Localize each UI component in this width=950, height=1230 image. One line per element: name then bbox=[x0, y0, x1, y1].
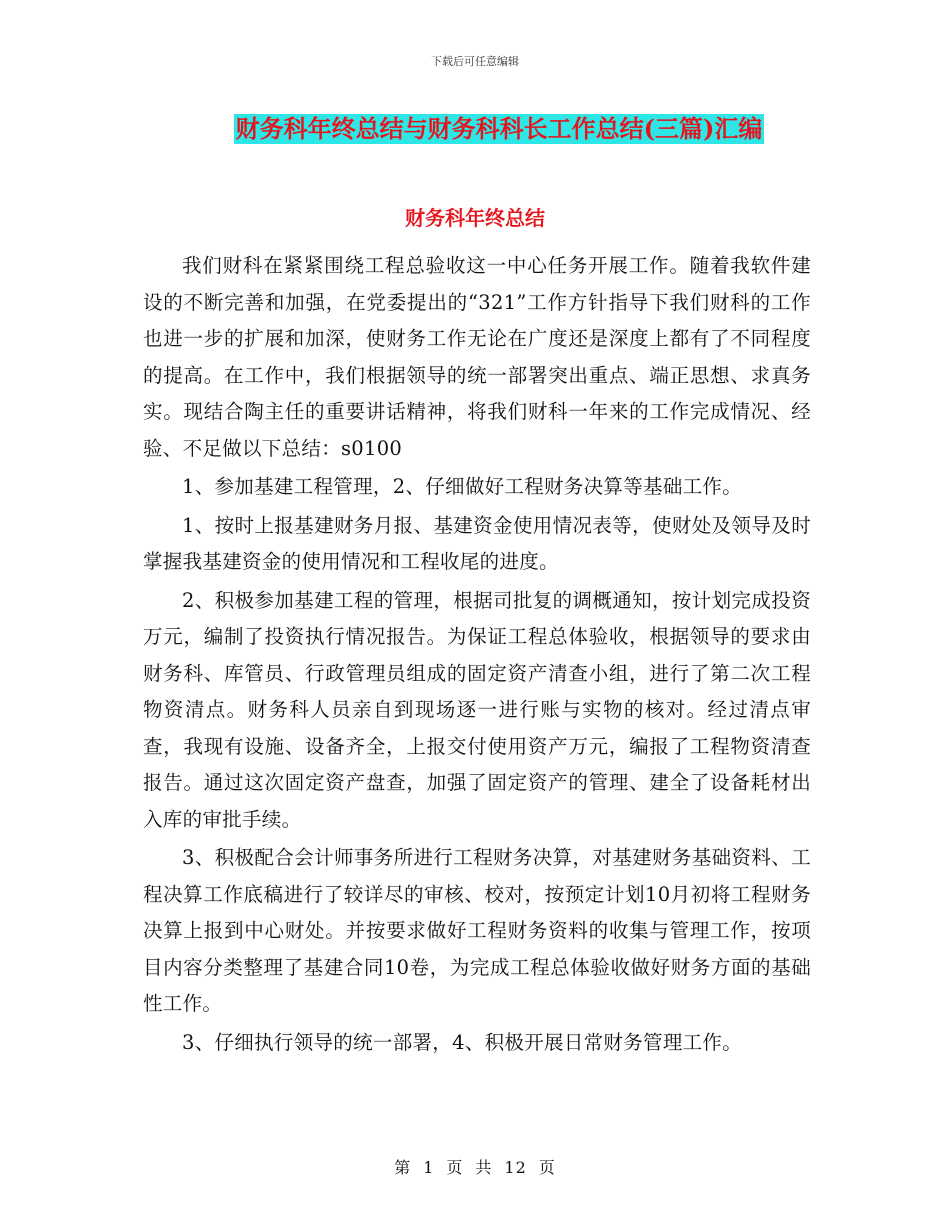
document-body bbox=[143, 248, 811, 1063]
paragraph: 3、积极配合会计师事务所进行工程财务决算，对基建财务基础资料、工程决算工作底稿进行了较详尽的审核、校对，按预定计划10月初将工程财务决算上报到中心财处。并按要求做好工程财务资料的收集与管理工作，按项目内容分类整理了基建合同10卷，为完成工程总体验收做好财务方面的基础性工作。 bbox=[143, 846, 811, 1015]
current-page-number: 1 bbox=[423, 1158, 435, 1177]
footer-total-prefix: 共 bbox=[475, 1158, 493, 1177]
document-title-container bbox=[0, 114, 950, 144]
footer-prefix: 第 bbox=[394, 1158, 412, 1177]
footer-page-unit: 页 bbox=[446, 1158, 464, 1177]
header-note: 下载后可任意编辑 bbox=[431, 55, 519, 68]
section-title: 财务科年终总结 bbox=[405, 206, 545, 230]
paragraph: 1、按时上报基建财务月报、基建资金使用情况表等，使财处及领导及时掌握我基建资金的使用情况和工程收尾的进度。 bbox=[143, 513, 811, 573]
paragraph: 我们财科在紧紧围绕工程总验收这一中心任务开展工作。随着我软件建设的不断完善和加强，在党委提出的“321”工作方针指导下我们财科的工作也进一步的扩展和加深，使财务工作无论在广度还是深度上都有了不同程度的提高。在工作中，我们根据领导的统一部署突出重点、端正思想、求真务实。现结合陶主任的重要讲话精神，将我们财科一年来的工作完成情况、经验、不足做以下总结：s0100 bbox=[143, 254, 811, 460]
paragraph: 2、积极参加基建工程的管理，根据司批复的调概通知，按计划完成投资万元，编制了投资执行情况报告。为保证工程总体验收，根据领导的要求由财务科、库管员、行政管理员组成的固定资产清查小组，进行了第二次工程物资清点。财务科人员亲自到现场逐一进行账与实物的核对。经过清点审查，我现有设施、设备齐全，上报交付使用资产万元，编报了工程物资清查报告。通过这次固定资产盘查，加强了固定资产的管理、建全了设备耗材出入库的审批手续。 bbox=[143, 588, 811, 831]
total-page-count: 12 bbox=[504, 1158, 527, 1177]
paragraph: 1、参加基建工程管理，2、仔细做好工程财务决算等基础工作。 bbox=[182, 475, 743, 498]
document-title: 财务科年终总结与财务科科长工作总结(三篇)汇编 bbox=[235, 114, 763, 143]
paragraph: 3、仔细执行领导的统一部署，4、积极开展日常财务管理工作。 bbox=[182, 1030, 743, 1054]
footer-total-unit: 页 bbox=[538, 1158, 556, 1177]
page-footer bbox=[0, 1155, 950, 1178]
